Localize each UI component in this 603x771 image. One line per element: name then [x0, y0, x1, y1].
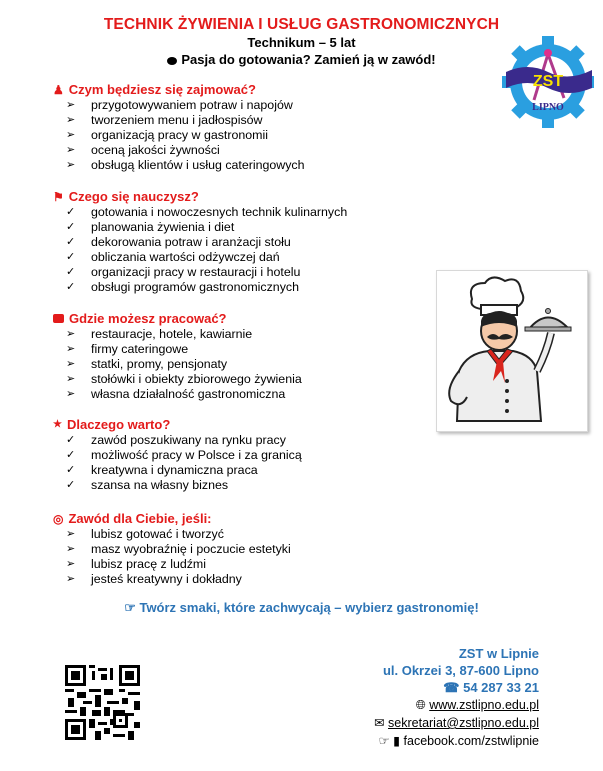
- book-icon: ▮: [393, 734, 401, 748]
- school-address: ul. Okrzei 3, 87-600 Lipno: [382, 663, 539, 678]
- school-logo: [498, 32, 598, 132]
- list-item: [66, 113, 433, 128]
- list-item: [66, 448, 433, 463]
- list-item-text: jesteś kreatywny i dokładny: [91, 572, 242, 586]
- section-learning: [53, 189, 433, 295]
- list-item: [66, 557, 433, 572]
- list-item-text: tworzeniem menu i jadłospisów: [91, 113, 263, 127]
- list-item-text: oceną jakości żywności: [91, 143, 220, 157]
- list-item: [66, 98, 433, 113]
- logo-town: LIPNO: [532, 102, 564, 113]
- check-bullet-icon: ✓: [66, 281, 76, 293]
- arrow-bullet-icon: ➢: [66, 558, 76, 570]
- pointing-hand-icon: ☞: [378, 734, 390, 748]
- check-bullet-icon: ✓: [66, 464, 76, 476]
- arrow-bullet-icon: ➢: [66, 358, 76, 370]
- page-subtitle: Technikum – 5 lat: [247, 35, 356, 50]
- list-item-text: firmy cateringowe: [91, 342, 189, 356]
- list-item-text: obsługi programów gastronomicznych: [91, 280, 299, 294]
- check-bullet-icon: ✓: [66, 206, 76, 218]
- list-item: [66, 235, 433, 250]
- arrow-bullet-icon: ➢: [66, 528, 76, 540]
- list-item: [66, 463, 433, 478]
- list-item-text: stołówki i obiekty zbiorowego żywienia: [91, 372, 302, 386]
- for-you-list: [53, 527, 433, 587]
- list-item: [66, 342, 433, 357]
- list-item: [66, 527, 433, 542]
- motto-text: Pasja do gotowania? Zamień ją w zawód!: [181, 52, 436, 67]
- list-item: [66, 265, 433, 280]
- list-item: [66, 143, 433, 158]
- list-item: [66, 357, 433, 372]
- slogan: [0, 600, 603, 616]
- check-bullet-icon: ✓: [66, 434, 76, 446]
- chef-icon: [437, 271, 587, 431]
- section-title: Czym będziesz się zajmować?: [68, 82, 256, 97]
- list-item-text: planowania żywienia i diet: [91, 220, 235, 234]
- arrow-bullet-icon: ➢: [66, 343, 76, 355]
- list-item-text: możliwość pracy w Polsce i za granicą: [91, 448, 302, 462]
- phone-row: [374, 679, 539, 696]
- list-item-text: zawód poszukiwany na rynku pracy: [91, 433, 286, 447]
- section-title: Dlaczego warto?: [66, 417, 171, 432]
- list-item: [66, 250, 433, 265]
- arrow-bullet-icon: ➢: [66, 373, 76, 385]
- arrow-bullet-icon: ➢: [66, 129, 76, 141]
- list-item-text: własna działalność gastronomiczna: [91, 387, 286, 401]
- section-workplaces: [53, 311, 433, 402]
- learning-list: [53, 205, 433, 295]
- list-item: [66, 433, 433, 448]
- graduation-cap-icon: ⚑: [53, 189, 64, 204]
- school-name: ZST w Lipnie: [458, 646, 539, 661]
- email-icon: ✉: [374, 716, 385, 730]
- list-item-text: restauracje, hotele, kawiarnie: [91, 327, 253, 341]
- list-item-text: kreatywna i dynamiczna praca: [91, 463, 258, 477]
- section-tasks: [53, 82, 433, 173]
- list-item: [66, 280, 433, 295]
- target-icon: ◎: [53, 511, 64, 526]
- list-item: [66, 372, 433, 387]
- list-item: [66, 158, 433, 173]
- section-heading: [53, 511, 433, 526]
- section-title: Gdzie możesz pracować?: [69, 311, 227, 326]
- list-item-text: statki, promy, pensjonaty: [91, 357, 228, 371]
- check-bullet-icon: ✓: [66, 449, 76, 461]
- arrow-bullet-icon: ➢: [66, 328, 76, 340]
- list-item-text: gotowania i nowoczesnych technik kulinarnych: [91, 205, 348, 219]
- list-item: [66, 327, 433, 342]
- email-link[interactable]: sekretariat@zstlipno.edu.pl: [388, 716, 539, 730]
- list-item-text: obliczania wartości odżywczej dań: [91, 250, 280, 264]
- section-heading: [53, 189, 433, 204]
- facebook-link[interactable]: facebook.com/zstwlipnie: [403, 734, 539, 748]
- qr-code[interactable]: [65, 665, 140, 740]
- why-list: [53, 433, 433, 493]
- arrow-bullet-icon: ➢: [66, 573, 76, 585]
- list-item: [66, 542, 433, 557]
- slogan-text: Twórz smaki, które zachwycają – wybierz gastronomię!: [139, 600, 479, 615]
- facebook-row: [374, 733, 539, 750]
- star-icon: ★: [53, 419, 62, 430]
- email-row: [374, 715, 539, 732]
- check-bullet-icon: ✓: [66, 251, 76, 263]
- pointing-hand-icon: ☞: [124, 600, 136, 615]
- section-for-you: [53, 511, 433, 587]
- logo-letters: ZST: [532, 73, 564, 90]
- website-row: [374, 697, 539, 714]
- section-heading: [53, 311, 433, 326]
- list-item-text: obsługą klientów i usług cateringowych: [91, 158, 305, 172]
- list-item: [66, 128, 433, 143]
- section-heading: [53, 82, 433, 97]
- website-link[interactable]: www.zstlipno.edu.pl: [429, 698, 539, 712]
- list-item-text: szansa na własny biznes: [91, 478, 229, 492]
- arrow-bullet-icon: ➢: [66, 114, 76, 126]
- chef-person-icon: ♟: [53, 82, 64, 97]
- list-item: [66, 387, 433, 402]
- workplaces-list: [53, 327, 433, 402]
- list-item: [66, 220, 433, 235]
- check-bullet-icon: ✓: [66, 266, 76, 278]
- check-bullet-icon: ✓: [66, 479, 76, 491]
- list-item-text: masz wyobraźnię i poczucie estetyki: [91, 542, 291, 556]
- globe-icon: 🌐︎: [415, 698, 426, 712]
- list-item-text: organizacji pracy w restauracji i hotelu: [91, 265, 301, 279]
- arrow-bullet-icon: ➢: [66, 144, 76, 156]
- list-item-text: organizacją pracy w gastronomii: [91, 128, 268, 142]
- section-why: [53, 417, 433, 493]
- list-item-text: lubisz gotować i tworzyć: [91, 527, 224, 541]
- arrow-bullet-icon: ➢: [66, 388, 76, 400]
- check-bullet-icon: ✓: [66, 236, 76, 248]
- page-title: TECHNIK ŻYWIENIA I USŁUG GASTRONOMICZNYCH: [103, 16, 500, 33]
- list-item-text: przygotowywaniem potraw i napojów: [91, 98, 293, 112]
- briefcase-icon: [53, 314, 64, 323]
- arrow-bullet-icon: ➢: [66, 99, 76, 111]
- list-item-text: lubisz pracę z ludźmi: [91, 557, 207, 571]
- list-item-text: dekorowania potraw i aranżacji stołu: [91, 235, 291, 249]
- tasks-list: [53, 98, 433, 173]
- arrow-bullet-icon: ➢: [66, 159, 76, 171]
- phone-icon: ☎: [443, 680, 460, 695]
- section-heading: [53, 417, 433, 432]
- list-item: [66, 478, 433, 493]
- arrow-bullet-icon: ➢: [66, 543, 76, 555]
- list-item: [66, 572, 433, 587]
- contact-block: [374, 645, 539, 750]
- chef-illustration: [436, 270, 588, 432]
- list-item: [66, 205, 433, 220]
- plate-cutlery-icon: [167, 57, 177, 65]
- section-title: Czego się nauczysz?: [68, 189, 199, 204]
- phone-number: 54 287 33 21: [463, 680, 539, 695]
- check-bullet-icon: ✓: [66, 221, 76, 233]
- section-title: Zawód dla Ciebie, jeśli:: [68, 511, 212, 526]
